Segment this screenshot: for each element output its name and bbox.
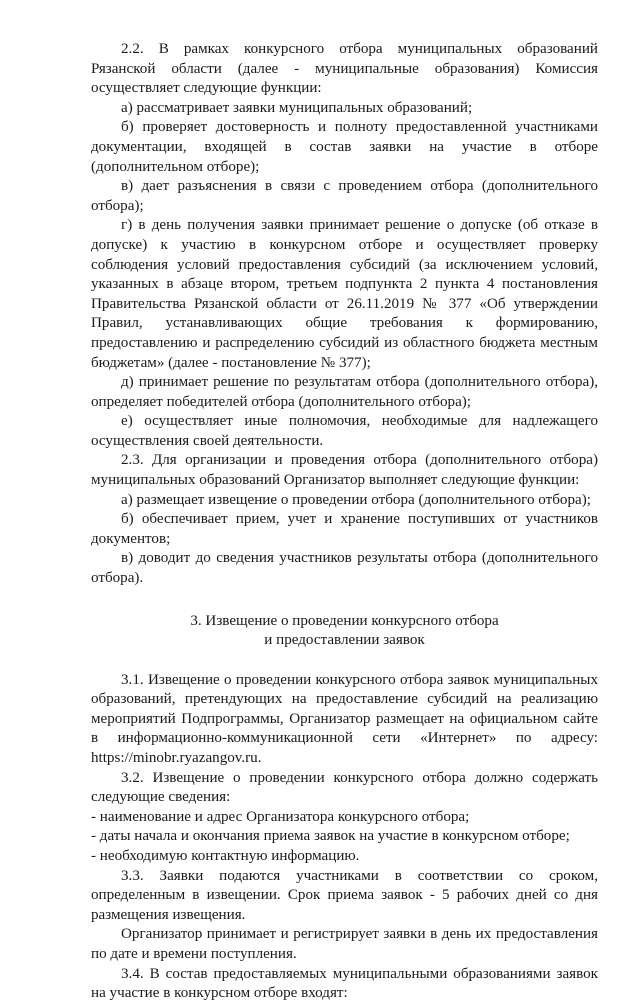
list-item: е) осуществляет иные полномочия, необходимые для надлежащего осуществления своей деятельности. bbox=[91, 413, 598, 449]
list-item: д) принимает решение по результатам отбора (дополнительного отбора), определяет победителей отбора (дополнительного отбора); bbox=[91, 374, 598, 410]
paragraph-3-2: 3.2. Извещение о проведении конкурсного отбора должно содержать следующие сведения: bbox=[91, 769, 598, 806]
list-item: г) в день получения заявки принимает решение о допуске (об отказе в допуске) к участию в конкурсном отборе и осуществляет проверку соблюдения условий предоставления субсидий (за исключением условий, указанных в абзаце втором, третьем подпункта 2 пункта 4 постановления Правительства Рязанской области от 26.11.2019 № 377 «Об утверждении Правил, устанавливающих общие требования к формированию, предоставлению и распределению субсидий из областного бюджета местным бюджетам» (далее - постановление № 377); bbox=[91, 217, 598, 371]
list-item: - наименование и адрес Организатора конкурсного отбора; bbox=[91, 808, 470, 825]
list-item: а) рассматривает заявки муниципальных образований; bbox=[121, 99, 473, 116]
paragraph-3-3-organizer: Организатор принимает и регистрирует заявки в день их предоставления по дате и времени поступления. bbox=[91, 926, 598, 962]
paragraph-2-3: 2.3. Для организации и проведения отбора (дополнительного отбора) муниципальных образований Организатор выполняет следующие функции: bbox=[91, 452, 598, 489]
paragraph-3-4: 3.4. В состав предоставляемых муниципальными образованиями заявок на участие в конкурсном отборе входят: bbox=[91, 965, 598, 1002]
list-item: - необходимую контактную информацию. bbox=[91, 847, 360, 864]
paragraph-3-1: 3.1. Извещение о проведении конкурсного отбора заявок муниципальных образований, претендующих на предоставление субсидий на реализацию мероприятий Подпрограммы, Организатор размещает на официальном сайте в информационно-коммуникационной сети «Интернет» по адресу: https://minobr.ryazangov.ru. bbox=[91, 671, 598, 766]
section-heading-line2: и предоставлении заявок bbox=[264, 631, 425, 648]
list-item: а) размещает извещение о проведении отбора (дополнительного отбора); bbox=[121, 491, 591, 508]
list-item: - даты начала и окончания приема заявок на участие в конкурсном отборе; bbox=[91, 828, 570, 845]
document-page bbox=[91, 40, 598, 1004]
list-item: б) обеспечивает прием, учет и хранение поступивших от участников документов; bbox=[91, 511, 598, 547]
section-heading-line1: 3. Извещение о проведении конкурсного отбора bbox=[190, 612, 499, 629]
list-item: в) дает разъяснения в связи с проведением отбора (дополнительного отбора); bbox=[91, 178, 598, 214]
list-item: в) доводит до сведения участников результаты отбора (дополнительного отбора). bbox=[91, 550, 598, 587]
paragraph-3-3: 3.3. Заявки подаются участниками в соответствии со сроком, определенным в извещении. Срок приема заявок - 5 рабочих дней со дня размещения извещения. bbox=[91, 867, 598, 923]
section-heading bbox=[91, 612, 598, 650]
list-item: б) проверяет достоверность и полноту предоставленной участниками документации, входящей в состав заявки на участие в отборе (дополнительном отборе); bbox=[91, 119, 598, 175]
paragraph-2-2: 2.2. В рамках конкурсного отбора муниципальных образований Рязанской области (далее - муниципальные образования) Комиссия осуществляет следующие функции: bbox=[91, 41, 598, 97]
